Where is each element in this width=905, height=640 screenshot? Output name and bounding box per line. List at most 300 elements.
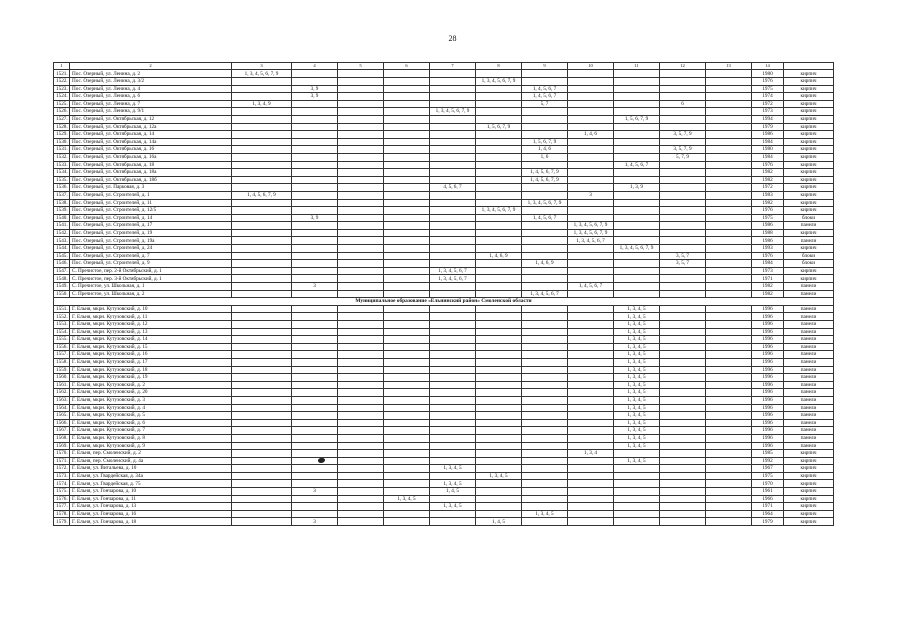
material-cell: кирпич [784,131,834,139]
table-row [54,191,834,199]
section-title: Муниципальное образование «Ельнинский район» Смоленской области [54,298,834,306]
work-type-cell [232,389,292,397]
work-type-cell [384,343,430,351]
work-type-cell [706,412,752,420]
year-cell: 1996 [752,343,784,351]
material-cell: кирпич [784,191,834,199]
work-type-cell [476,222,522,230]
work-type-cell [232,495,292,503]
work-type-cell: 1, 4, 5 [430,488,476,496]
work-type-cell [292,313,338,321]
work-type-cell [430,245,476,253]
work-type-cell [706,283,752,291]
work-type-cell [660,184,706,192]
work-type-cell [706,381,752,389]
work-type-cell [706,503,752,511]
row-number: 1538. [54,199,70,207]
address-cell: Г. Ельня, мкрн. Кутузовский, д. 13 [70,328,232,336]
work-type-cell [522,457,568,465]
work-type-cell [660,138,706,146]
row-number: 1543. [54,237,70,245]
work-type-cell [660,480,706,488]
address-cell: Пос. Озерный, ул. Октябрьская, д. 14а [70,138,232,146]
work-type-cell [568,245,614,253]
table-row [54,510,834,518]
work-type-cell [292,184,338,192]
work-type-cell [430,442,476,450]
work-type-cell [384,283,430,291]
work-type-cell [568,85,614,93]
row-number: 1524. [54,93,70,101]
year-cell: 1966 [752,495,784,503]
address-cell: Пос. Озерный, ул. Октябрьская, д. 18а [70,169,232,177]
table-row [54,176,834,184]
header-cell: 3 [232,63,292,70]
work-type-cell: 1, 3, 4, 5 [430,480,476,488]
material-cell: кирпич [784,503,834,511]
work-type-cell [430,229,476,237]
work-type-cell [384,131,430,139]
work-type-cell [568,115,614,123]
work-type-cell [660,108,706,116]
work-type-cell [232,328,292,336]
table-row [54,434,834,442]
work-type-cell [292,108,338,116]
work-type-cell [384,85,430,93]
work-type-cell [522,480,568,488]
work-type-cell [384,290,430,298]
year-cell: 1967 [752,465,784,473]
material-cell: панели [784,389,834,397]
work-type-cell [384,245,430,253]
table-row [54,313,834,321]
work-type-cell [522,313,568,321]
work-type-cell [614,176,660,184]
work-type-cell [384,100,430,108]
header-cell: 13 [706,63,752,70]
work-type-cell [232,161,292,169]
work-type-cell [232,358,292,366]
work-type-cell [338,267,384,275]
work-type-cell: 1, 3, 4, 5, 6, 7, 9 [430,108,476,116]
row-number: 1523. [54,85,70,93]
work-type-cell [430,366,476,374]
work-type-cell: 1, 3, 4, 5 [614,374,660,382]
work-type-cell [232,260,292,268]
work-type-cell [292,161,338,169]
row-number: 1572. [54,465,70,473]
material-cell: панели [784,412,834,420]
year-cell: 1970 [752,480,784,488]
work-type-cell [706,222,752,230]
work-type-cell [568,374,614,382]
work-type-cell [338,404,384,412]
table-row [54,260,834,268]
work-type-cell [430,434,476,442]
year-cell: 1996 [752,427,784,435]
work-type-cell [568,412,614,420]
work-type-cell [338,85,384,93]
work-type-cell [522,267,568,275]
work-type-cell [568,313,614,321]
row-number: 1531. [54,146,70,154]
work-type-cell [292,123,338,131]
work-type-cell [660,267,706,275]
material-cell: кирпич [784,153,834,161]
work-type-cell [522,328,568,336]
work-type-cell [568,457,614,465]
work-type-cell: 3 [292,488,338,496]
material-cell: панели [784,404,834,412]
work-type-cell [292,510,338,518]
work-type-cell [568,153,614,161]
year-cell: 1976 [752,78,784,86]
row-number: 1533. [54,161,70,169]
work-type-cell [614,510,660,518]
row-number: 1559. [54,366,70,374]
work-type-cell [384,389,430,397]
work-type-cell [338,131,384,139]
work-type-cell [384,480,430,488]
work-type-cell [292,222,338,230]
work-type-cell [430,115,476,123]
address-cell: Г. Ельня, мкрн. Кутузовский, д. 9 [70,442,232,450]
work-type-cell [568,100,614,108]
work-type-cell [706,480,752,488]
work-type-cell [706,214,752,222]
row-number: 1566. [54,419,70,427]
work-type-cell [706,108,752,116]
work-type-cell [660,510,706,518]
work-type-cell [384,434,430,442]
work-type-cell [430,450,476,458]
work-type-cell [706,313,752,321]
work-type-cell: 1, 3, 4, 5 [614,442,660,450]
work-type-cell [292,419,338,427]
row-number: 1569. [54,442,70,450]
work-type-cell [292,78,338,86]
work-type-cell [384,419,430,427]
work-type-cell [384,396,430,404]
work-type-cell [660,70,706,78]
work-type-cell [706,191,752,199]
work-type-cell [232,412,292,420]
work-type-cell [232,214,292,222]
table-row [54,503,834,511]
work-type-cell [568,404,614,412]
work-type-cell [568,343,614,351]
work-type-cell: 5, 7 [522,100,568,108]
work-type-cell [660,229,706,237]
work-type-cell [338,169,384,177]
table-row [54,404,834,412]
address-cell: Пос. Озерный, ул. Октябрьская, д. 16а [70,153,232,161]
table-row [54,252,834,260]
row-number: 1575. [54,488,70,496]
work-type-cell [292,146,338,154]
material-cell: панели [784,290,834,298]
work-type-cell: 3, 9 [292,85,338,93]
work-type-cell [292,374,338,382]
header-cell: 8 [476,63,522,70]
work-type-cell [614,146,660,154]
work-type-cell [568,434,614,442]
work-type-cell [568,138,614,146]
work-type-cell [476,275,522,283]
work-type-cell [706,100,752,108]
year-cell: 1979 [752,123,784,131]
material-cell: панели [784,328,834,336]
work-type-cell [430,146,476,154]
row-number: 1525. [54,100,70,108]
work-type-cell [706,495,752,503]
work-type-cell [232,503,292,511]
work-type-cell [476,351,522,359]
material-cell: панели [784,283,834,291]
work-type-cell [476,93,522,101]
work-type-cell [522,222,568,230]
work-type-cell [232,184,292,192]
row-number: 1528. [54,123,70,131]
work-type-cell [232,283,292,291]
work-type-cell [384,138,430,146]
work-type-cell [384,472,430,480]
work-type-cell [292,495,338,503]
work-type-cell [338,78,384,86]
work-type-cell [706,207,752,215]
work-type-cell [430,374,476,382]
work-type-cell [568,214,614,222]
work-type-cell [232,510,292,518]
work-type-cell [476,465,522,473]
address-cell: Пос. Озерный, ул. Строителей, д. 1 [70,191,232,199]
work-type-cell [292,267,338,275]
work-type-cell [522,252,568,260]
address-cell: С. Пречистое, ул. Школьная, д. 1 [70,283,232,291]
work-type-cell: 3 [568,191,614,199]
address-cell: С. Пречистое, ул. Школьная, д. 2 [70,290,232,298]
address-cell: Г. Ельня, мкрн. Кутузовский, д. 12 [70,321,232,329]
material-cell: блоки [784,214,834,222]
work-type-cell [568,518,614,526]
work-type-cell [430,396,476,404]
work-type-cell [338,427,384,435]
work-type-cell [338,229,384,237]
work-type-cell [384,358,430,366]
work-type-cell [232,108,292,116]
year-cell: 1996 [752,404,784,412]
table-row [54,153,834,161]
address-cell: Г. Ельня, мкрн. Кутузовский, д. 10 [70,305,232,313]
year-cell: 1972 [752,100,784,108]
address-cell: Пос. Озерный, ул. Строителей, д. 12/5 [70,207,232,215]
work-type-cell [660,245,706,253]
work-type-cell [568,305,614,313]
material-cell: кирпич [784,78,834,86]
year-cell: 1976 [752,161,784,169]
material-cell: кирпич [784,267,834,275]
table-row [54,70,834,78]
work-type-cell [292,427,338,435]
work-type-cell [614,85,660,93]
work-type-cell [338,343,384,351]
table-row [54,442,834,450]
address-cell: Пос. Озерный, ул. Ленина, д. 9/1 [70,108,232,116]
work-type-cell [384,404,430,412]
table-row [54,290,834,298]
work-type-cell [568,328,614,336]
work-type-cell [384,229,430,237]
work-type-cell [338,321,384,329]
work-type-cell [660,343,706,351]
work-type-cell [522,381,568,389]
work-type-cell [430,70,476,78]
work-type-cell [384,70,430,78]
table-row [54,222,834,230]
material-cell: панели [784,222,834,230]
work-type-cell [476,260,522,268]
work-type-cell: 1, 3, 4, 5 [430,503,476,511]
work-type-cell [660,199,706,207]
material-cell: кирпич [784,207,834,215]
material-cell: кирпич [784,229,834,237]
work-type-cell: 1, 4, 5, 6, 7 [522,214,568,222]
work-type-cell [476,328,522,336]
work-type-cell [338,419,384,427]
work-type-cell [476,176,522,184]
work-type-cell [476,108,522,116]
work-type-cell: 1, 3, 4, 9 [232,100,292,108]
work-type-cell [384,260,430,268]
year-cell: 1979 [752,518,784,526]
work-type-cell [430,404,476,412]
work-type-cell [568,252,614,260]
address-cell: Пос. Озерный, ул. Ленина, д. 4 [70,85,232,93]
header-cell: 1 [54,63,70,70]
work-type-cell [232,267,292,275]
table-row [54,358,834,366]
work-type-cell [292,404,338,412]
work-type-cell [338,465,384,473]
address-cell: Г. Ельня, мкрн. Кутузовский, д. 4 [70,404,232,412]
work-type-cell: 1, 3, 4, 5 [614,389,660,397]
year-cell: 1975 [752,85,784,93]
work-type-cell [430,199,476,207]
work-type-cell [232,404,292,412]
table-row [54,115,834,123]
year-cell: 1996 [752,351,784,359]
work-type-cell [292,260,338,268]
year-cell: 1996 [752,412,784,420]
work-type-cell [338,351,384,359]
row-number: 1521. [54,70,70,78]
work-type-cell [476,70,522,78]
year-cell: 1980 [752,70,784,78]
work-type-cell [232,305,292,313]
work-type-cell [384,450,430,458]
work-type-cell [384,336,430,344]
work-type-cell [568,336,614,344]
header-cell: 11 [614,63,660,70]
work-type-cell: 1, 3, 4, 5 [522,510,568,518]
work-type-cell: 1, 4, 5, 6, 7, 9 [522,176,568,184]
work-type-cell: 1, 3, 4, 5, 6, 7, 9 [568,229,614,237]
work-type-cell [430,237,476,245]
work-type-cell [292,442,338,450]
row-number: 1562. [54,389,70,397]
work-type-cell [232,78,292,86]
table-row [54,351,834,359]
address-cell: Г. Ельня, ул. Гончарова, д. 11 [70,495,232,503]
material-cell: панели [784,396,834,404]
work-type-cell [568,442,614,450]
work-type-cell: 1, 4, 6 [568,131,614,139]
address-cell: Пос. Озерный, ул. Октябрьская, д. 18б [70,176,232,184]
work-type-cell [660,115,706,123]
work-type-cell: 1, 3, 4, 5, 6, 7 [430,267,476,275]
work-type-cell [338,115,384,123]
material-cell: кирпич [784,100,834,108]
work-type-cell [706,169,752,177]
work-type-cell [232,457,292,465]
work-type-cell [614,222,660,230]
work-type-cell [476,146,522,154]
work-type-cell [430,389,476,397]
year-cell: 1975 [752,214,784,222]
work-type-cell [706,472,752,480]
work-type-cell [522,374,568,382]
work-type-cell [292,176,338,184]
work-type-cell [568,366,614,374]
work-type-cell [706,465,752,473]
table-row [54,518,834,526]
work-type-cell [338,207,384,215]
work-type-cell [292,381,338,389]
address-cell: Г. Ельня, ул. Гончарова, д. 10 [70,488,232,496]
work-type-cell [476,480,522,488]
work-type-cell [706,275,752,283]
work-type-cell [292,412,338,420]
work-type-cell [430,283,476,291]
work-type-cell [338,283,384,291]
buildings-table [53,62,834,526]
work-type-cell [476,427,522,435]
work-type-cell [568,93,614,101]
address-cell: Г. Ельня, мкрн. Кутузовский, д. 8 [70,434,232,442]
work-type-cell [232,93,292,101]
address-cell: Г. Ельня, ул. Гвардейская, д. 75 [70,480,232,488]
work-type-cell: 1, 3, 4, 5 [614,381,660,389]
work-type-cell [568,381,614,389]
work-type-cell [338,100,384,108]
work-type-cell [384,321,430,329]
work-type-cell [706,442,752,450]
address-cell: Пос. Озерный, ул. Ленина, д. 3/2 [70,78,232,86]
work-type-cell: 3, 9 [292,214,338,222]
work-type-cell [338,214,384,222]
year-cell: 1983 [752,191,784,199]
work-type-cell [430,214,476,222]
work-type-cell [706,518,752,526]
year-cell: 1961 [752,488,784,496]
work-type-cell [292,207,338,215]
work-type-cell [430,510,476,518]
work-type-cell [614,169,660,177]
work-type-cell [476,199,522,207]
work-type-cell [476,191,522,199]
work-type-cell [568,146,614,154]
work-type-cell [338,488,384,496]
